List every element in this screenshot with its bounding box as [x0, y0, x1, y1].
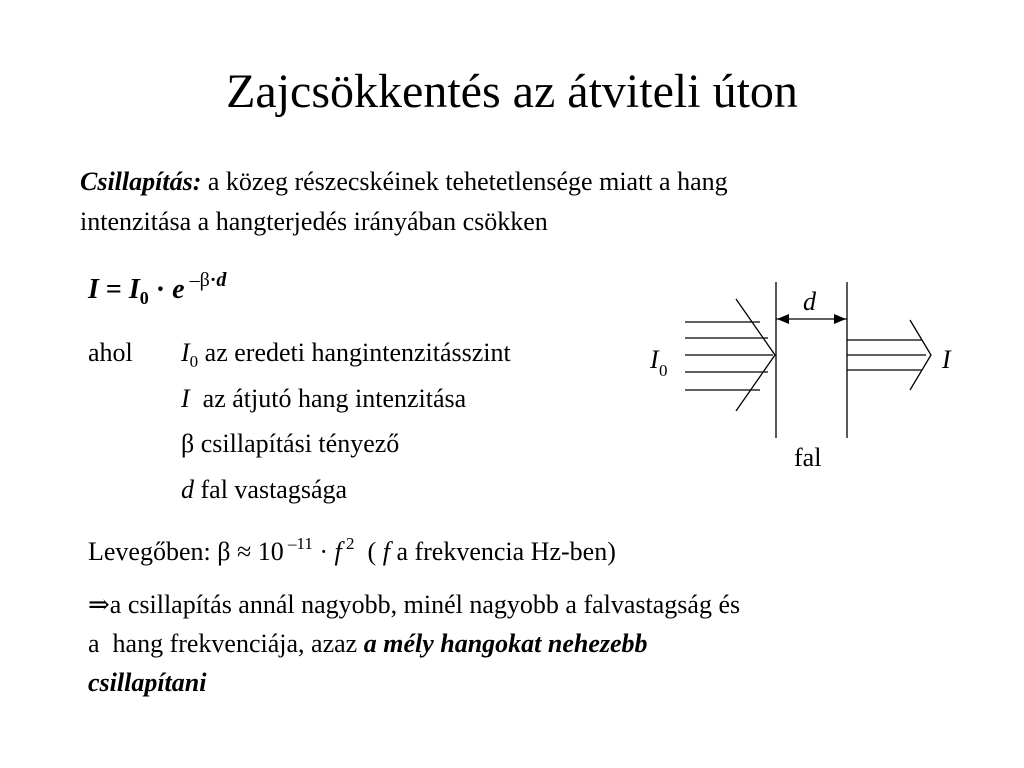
formula-dot: ·: [148, 274, 173, 305]
formula-exponent: [185, 269, 227, 291]
where-item-symbol: β: [181, 429, 195, 458]
diagram-label-i: I: [942, 345, 951, 374]
definition-line-1: [80, 165, 728, 199]
formula-lhs: I: [88, 274, 99, 305]
definition-text-1: a közeg részecskéinek tehetetlensége miatt a hang: [201, 167, 728, 196]
where-item-symbol: I: [181, 384, 190, 413]
attenuation-formula: [88, 269, 227, 310]
where-item-i: [181, 382, 466, 416]
air-paren-open: (: [354, 537, 383, 566]
definition-term: Csillapítás:: [80, 167, 202, 196]
diagram-label-i0: I: [650, 345, 659, 374]
air-f-exp: 2: [341, 534, 355, 553]
air-prefix: Levegőben:: [88, 537, 218, 566]
where-item-sub: 0: [189, 352, 199, 371]
conclusion-line-2: [88, 627, 648, 661]
implies-icon: ⇒: [88, 590, 110, 619]
air-exp: –11: [283, 534, 313, 553]
air-f: f: [334, 537, 342, 566]
formula-exp-dot: ·: [209, 269, 217, 291]
conclusion-line-1: [88, 588, 740, 622]
where-item-text: fal vastagsága: [194, 475, 348, 504]
air-paren-rest: a frekvencia Hz-ben): [389, 537, 616, 566]
diagram-label-i0-sub: 0: [659, 361, 668, 380]
formula-exp-beta: β: [199, 269, 210, 291]
formula-exp-sign: –: [184, 269, 200, 291]
air-dot: ·: [312, 537, 335, 566]
where-item-text: csillapítási tényező: [194, 429, 400, 458]
diagram-label-wall: fal: [794, 443, 822, 472]
wall-diagram: [640, 280, 980, 480]
page-title: Zajcsökkentés az átviteli úton: [226, 65, 798, 118]
dimension-arrow-left-icon: [777, 314, 789, 324]
formula-exp-d: d: [216, 269, 227, 291]
where-item-text: az eredeti hangintenzitásszint: [198, 338, 511, 367]
dimension-arrow-right-icon: [834, 314, 846, 324]
diagram-label-d: d: [803, 287, 816, 316]
where-item-beta: [181, 427, 399, 461]
where-item-text: az átjutó hang intenzitása: [189, 384, 467, 413]
definition-line-2: intenzitása a hangterjedés irányában csökken: [80, 207, 548, 236]
where-label: ahol: [88, 338, 133, 367]
where-item-symbol: d: [181, 475, 194, 504]
air-line: [88, 535, 616, 572]
where-item-symbol: I: [181, 338, 190, 367]
conclusion-text-2: a hang frekvenciája, azaz: [88, 629, 364, 658]
formula-i0-sub: 0: [139, 288, 149, 308]
conclusion-text-1: a csillapítás annál nagyobb, minél nagyobb a falvastagság és: [109, 590, 741, 619]
where-item-d: [181, 473, 347, 507]
where-item-i0: [181, 336, 511, 373]
formula-i0: I: [128, 274, 140, 305]
formula-eq: =: [98, 274, 129, 305]
conclusion-line-3: csillapítani: [88, 668, 207, 697]
air-beta: β: [217, 537, 231, 566]
formula-e: e: [172, 274, 185, 305]
conclusion-bold-2: a mély hangokat nehezebb: [363, 629, 648, 658]
air-approx: ≈ 10: [230, 537, 284, 566]
air-f2: f: [382, 537, 390, 566]
